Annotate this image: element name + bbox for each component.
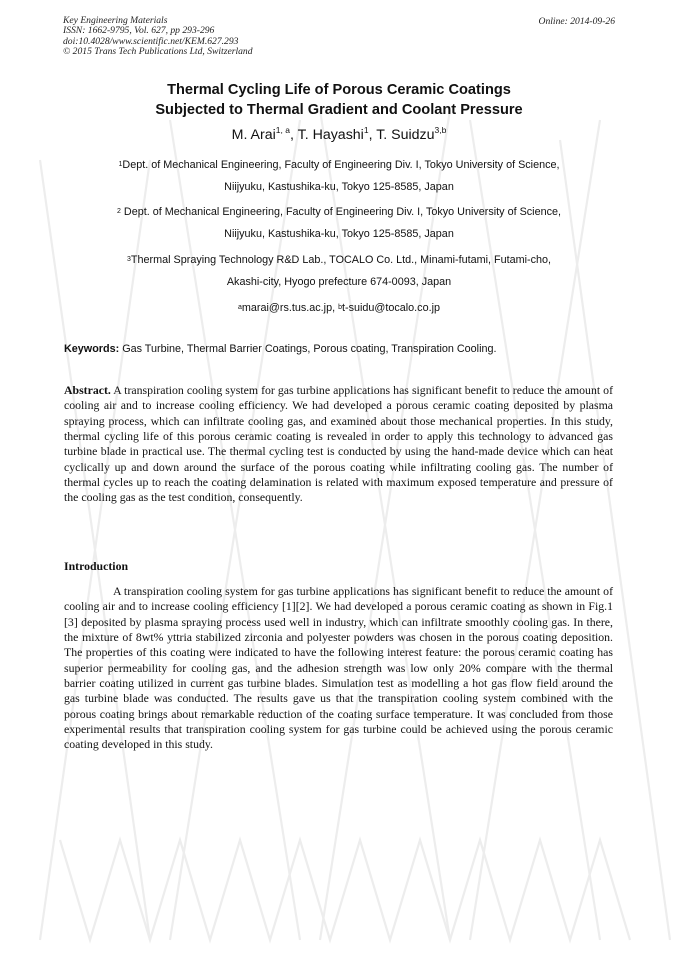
abstract [64, 383, 613, 506]
paper-title [0, 81, 678, 120]
keywords [64, 343, 496, 355]
author-suidzu: , T. Suidzu [368, 127, 435, 143]
affiliation-1-line-1: Dept. of Mechanical Engineering, Faculty of Engineering Div. I, Tokyo University of Science, [122, 159, 560, 171]
affiliation-2-sup: 2 [117, 208, 121, 215]
email-b-sup: b [338, 304, 342, 311]
introduction-heading: Introduction [64, 559, 129, 573]
affiliation-2-line-2: Niijyuku, Kastushika-ku, Tokyo 125-8585, Japan [224, 227, 454, 240]
author-hayashi: , T. Hayashi [289, 127, 364, 143]
affiliation-2 [0, 202, 678, 245]
author-suidzu-affil: 3,b [434, 125, 447, 135]
email-line [0, 298, 678, 320]
author-hayashi-affil: 1 [363, 125, 369, 135]
copyright-line: © 2015 Trans Tech Publications Ltd, Switzerland [63, 46, 253, 58]
affiliation-1-line-2: Niijyuku, Kastushika-ku, Tokyo 125-8585, Japan [224, 180, 454, 193]
online-date: Online: 2014-09-26 [538, 16, 615, 27]
journal-name: Key Engineering Materials [63, 15, 168, 26]
journal-header [63, 16, 253, 58]
affiliation-1-sup: 1 [118, 161, 123, 168]
title-line-2: Subjected to Thermal Gradient and Coolant Pressure [155, 101, 523, 118]
introduction-paragraph: A transpiration cooling system for gas turbine applications has significant benefit to reduce the amount of cooling air and to increase cooling efficiency [1][2]. We had developed a porous ceramic coating as shown in Fig.1 [3] deposited by plasma spraying process used well in industry, which can infiltrate smoothly cooling gas. In there, the mixture of 8wt% yttria stabilized zirconia and polyester powders was chosen in the porous coating deposition. The properties of this coating were indicated to have the following interest feature: the porous ceramic coating has superior permeability for cooling gas, and the adhesion strength was low only 20% compare with the thermal barrier coating utilized in current gas turbine blades. Simulation test as modelling a hot gas flow field around the gas turbine blade was conducted. The results gave us that the transpiration cooling system combined with the porous coating brings about remarkable reduction of the coating surface temperature. It was concluded from those experimental results that transpiration cooling system for gas turbine could be achieved using the porous ceramic coating developed in this study. [64, 584, 613, 752]
keywords-label: Keywords: [64, 343, 120, 355]
abstract-label: Abstract. [64, 383, 111, 397]
email-a-sup: a [238, 304, 242, 311]
affiliation-3-sup: 3 [127, 256, 131, 263]
title-line-1: Thermal Cycling Life of Porous Ceramic Coatings [167, 82, 511, 98]
author-arai: M. Arai [231, 127, 276, 143]
affiliation-1 [0, 155, 678, 198]
doi-line: doi:10.4028/www.scientific.net/KEM.627.293 [63, 35, 239, 47]
keywords-text: Gas Turbine, Thermal Barrier Coatings, Porous coating, Transpiration Cooling. [119, 343, 497, 355]
affiliation-3 [0, 250, 678, 293]
affiliation-3-line-2: Akashi-city, Hyogo prefecture 674-0093, Japan [226, 275, 452, 288]
author-list [0, 127, 678, 143]
email-suidzu[interactable]: t-suidu@tocalo.co.jp [342, 302, 440, 314]
issn-line: ISSN: 1662-9795, Vol. 627, pp 293-296 [63, 25, 215, 37]
abstract-text: A transpiration cooling system for gas turbine applications has significant benefit to reduce the amount of cooling air and to increase cooling efficiency. We had developed a porous ceramic coating deposited by plasma spraying process, which can infiltrate cooling gas, and examined about those mechanical properties. In this study, thermal cycling life of this porous ceramic coating is revealed in order to apply this technology to advanced gas turbine blade in practical use. The thermal cycling test is conducted by using the hand-made device which can heat cyclically up and down around the surface of the porous coating while infiltrating cooling gas. The number of thermal cycles up to reach the coating delamination is related with maximum exposed temperature and pressure of the cooling gas as the test condition, consequently. [64, 383, 613, 505]
author-arai-affil: 1, a [275, 125, 290, 135]
email-arai[interactable]: marai@rs.tus.ac.jp, [241, 302, 339, 314]
affiliation-2-line-1: Dept. of Mechanical Engineering, Faculty of Engineering Div. I, Tokyo University of Science, [120, 206, 561, 218]
affiliation-3-line-1: Thermal Spraying Technology R&D Lab., TOCALO Co. Ltd., Minami-futami, Futami-cho, [130, 254, 551, 266]
